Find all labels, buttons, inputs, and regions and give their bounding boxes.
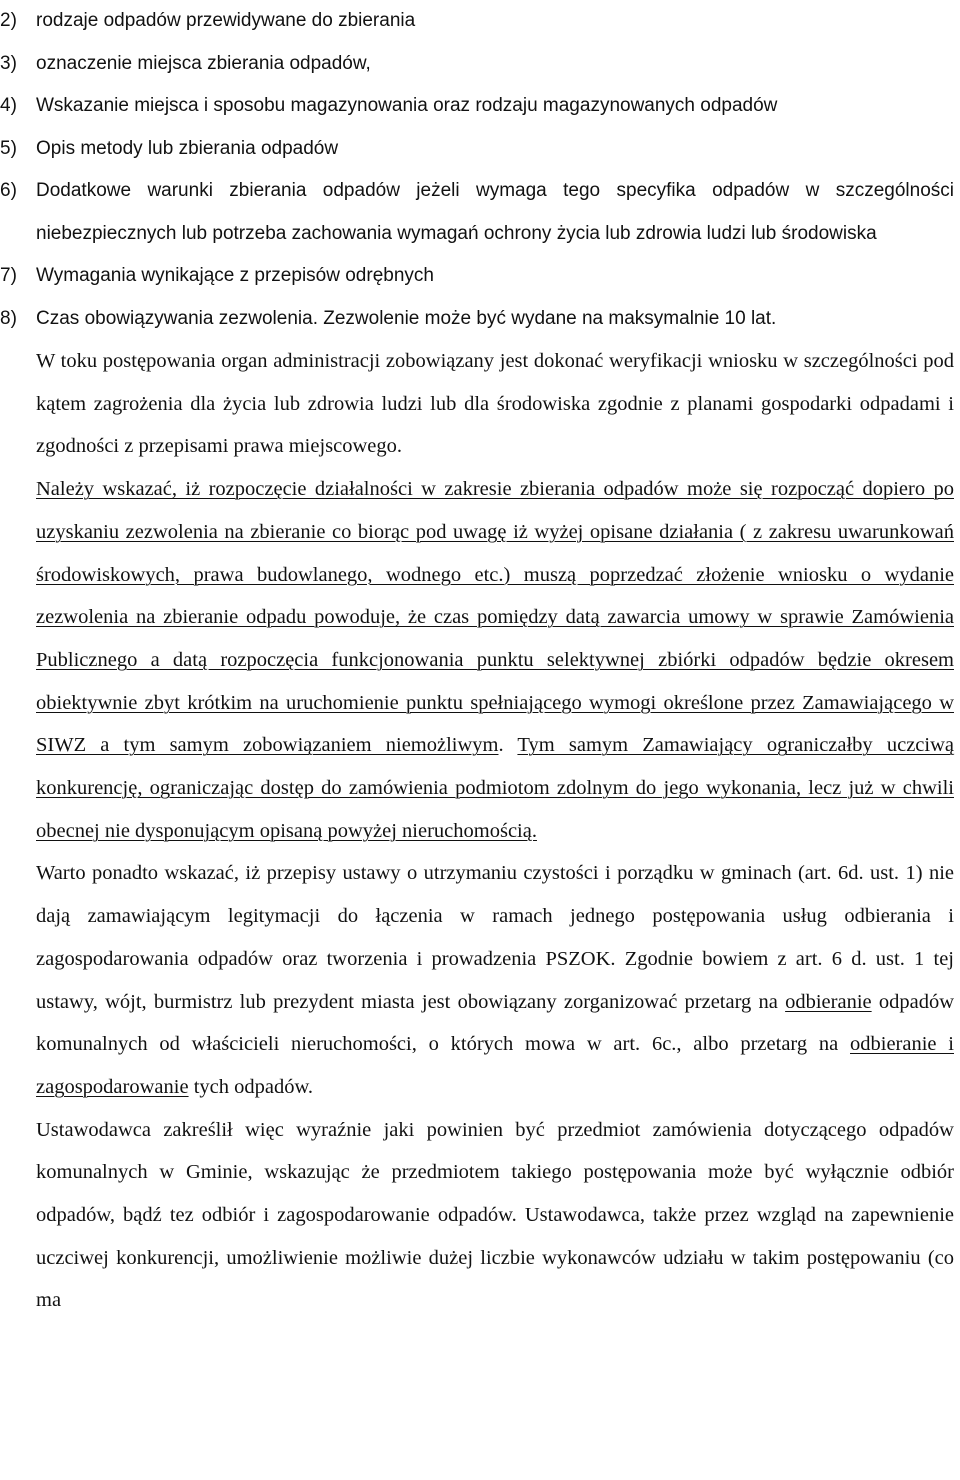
- list-item-text: rodzaje odpadów przewidywane do zbierania: [36, 10, 416, 31]
- list-item-number: 4): [0, 95, 17, 116]
- list-item-text: Wskazanie miejsca i sposobu magazynowania oraz rodzaju magazynowanych odpadów: [36, 95, 778, 116]
- paragraph-text: Warto ponadto wskazać, iż przepisy ustawy o utrzymaniu czystości i porządku w gminach (art. 6d. ust. 1) nie dają zamawiającym legitymacji do łączenia w ramach jednego postępowania usług odbierania i zagospodarowania odpadów oraz tworzenia i prowadzenia PSZOK. Zgodnie bowiem z art. 6 d. ust. 1 tej ustawy, wójt, burmistrz lub prezydent miasta jest obowiązany zorganizować przetarg na: [36, 862, 954, 1013]
- paragraph-text: odpadów komunalnych od właścicieli nieruchomości, o których mowa w art. 6c., albo przetarg na: [36, 990, 955, 1056]
- paragraph-statute: [36, 852, 954, 1108]
- list-item-text: Czas obowiązywania zezwolenia. Zezwolenie może być wydane na maksymalnie 10 lat.: [36, 307, 777, 329]
- underlined-term: odbieranie: [785, 990, 872, 1013]
- list-item-number: 8): [0, 307, 17, 329]
- list-item-text: Wymagania wynikające z przepisów odrębnych: [36, 265, 434, 286]
- list-item-text: Dodatkowe warunki zbierania odpadów jeżeli wymaga tego specyfika odpadów w szczególności niebezpiecznych lub potrzeba zachowania wymagań ochrony życia lub zdrowia ludzi lub środowiska: [36, 180, 954, 244]
- list-item: [0, 0, 954, 43]
- underlined-text: Tym samym Zamawiający ograniczałby uczciwą konkurencję, ograniczając dostęp do zamówienia podmiotom zdolnym do jego wykonania, lecz już w chwili obecnej nie dysponującym opisaną powyżej nieruchomością.: [36, 734, 954, 842]
- paragraph-text: .: [498, 734, 518, 757]
- list-item-number: 5): [0, 137, 17, 159]
- list-item: [0, 255, 954, 298]
- list-item: [0, 85, 954, 128]
- paragraph-text: tych odpadów.: [188, 1075, 314, 1098]
- list-item: [0, 128, 954, 171]
- paragraph-legislator: Ustawodawca zakreślił więc wyraźnie jaki powinien być przedmiot zamówienia dotyczącego odpadów komunalnych w Gminie, wskazując że przedmiotem takiego postępowania może być wyłącznie odbiór odpadów, bądź tez odbiór i zagospodarowanie odpadów. Ustawodawca, także przez wzgląd na zapewnienie uczciwej konkurencji, umożliwienie możliwie dużej liczbie wykonawców udziału w takim postępowaniu (co ma: [36, 1118, 954, 1312]
- underlined-text: Należy wskazać, iż rozpoczęcie działalności w zakresie zbierania odpadów może się rozpocząć dopiero po uzyskaniu zezwolenia na zbieranie co biorąc pod uwagę iż wyżej opisane działania ( z zakresu uwarunkowań środowiskowych, prawa budowlanego, wodnego etc.) muszą poprzedzać złożenie wniosku o wydanie zezwolenia na zbieranie odpadu powoduje, że czas pomiędzy datą zawarcia umowy w sprawie Zamówienia Publicznego a datą rozpoczęcia funkcjonowania punktu selektywnej zbiórki odpadów będzie okresem obiektywnie zbyt krótkim na uruchomienie punktu spełniającego wymogi określone przez Zamawiającego w SIWZ a tym samym zobowiązaniem niemożliwym: [36, 478, 954, 757]
- list-item-number: 3): [0, 52, 17, 74]
- requirements-list: [0, 0, 954, 340]
- paragraph-verification: W toku postępowania organ administracji zobowiązany jest dokonać weryfikacji wniosku w szczególności pod kątem zagrożenia dla życia lub zdrowia ludzi lub dla środowiska zgodnie z planami gospodarki odpadami i zgodności z przepisami prawa miejscowego.: [36, 350, 954, 458]
- list-item-number: 6): [0, 180, 17, 201]
- list-item: [0, 298, 954, 341]
- list-item-text: Opis metody lub zbierania odpadów: [36, 137, 339, 159]
- underlined-term: odbieranie i zagospodarowanie: [36, 1033, 954, 1098]
- list-item: [0, 43, 954, 86]
- paragraph-timing-argument: [36, 468, 954, 852]
- list-item-text: oznaczenie miejsca zbierania odpadów,: [36, 52, 371, 74]
- list-item-number: 7): [0, 265, 17, 286]
- list-item-number: 2): [0, 10, 17, 31]
- list-item: [0, 170, 954, 255]
